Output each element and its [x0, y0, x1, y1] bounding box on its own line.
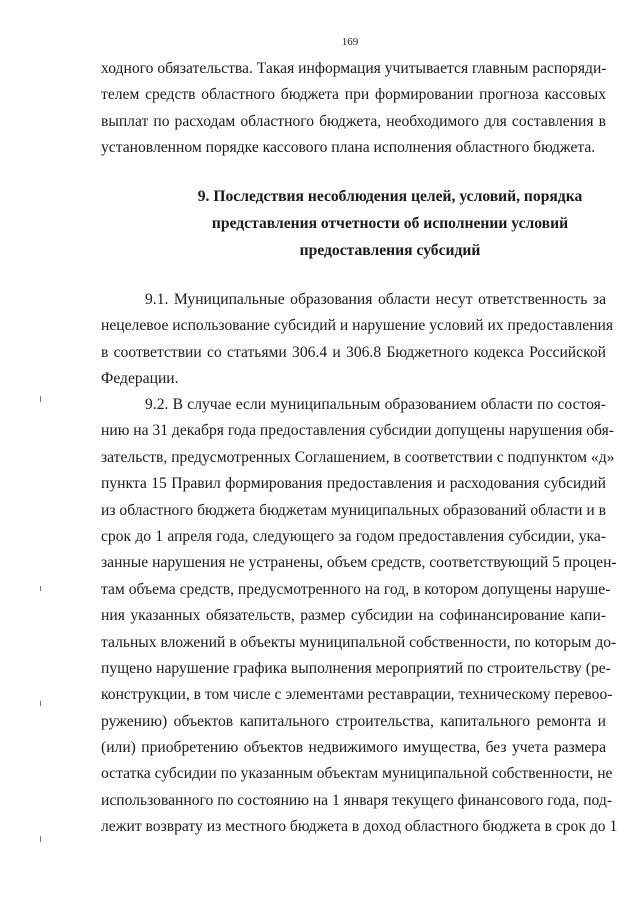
section-heading: [150, 183, 630, 264]
paragraph-line: лежит возврату из местного бюджета в доход областного бюджета в срок до 1: [101, 818, 618, 836]
scan-mark: [40, 396, 41, 402]
paragraph-line: 9.1. Муниципальные образования области несут ответственность за: [145, 291, 606, 308]
paragraph-line: там объема средств, предусмотренного на год, в котором допущены наруше-: [101, 580, 611, 598]
paragraph-line: использованного по состоянию на 1 января текущего финансового года, под-: [101, 791, 613, 809]
paragraph-line: 9.2. В случае если муниципальным образованием области по состоя-: [145, 396, 606, 413]
paragraph-line: срок до 1 апреля года, следующего за годом предоставления субсидии, ука-: [101, 527, 606, 545]
paragraph-line: выплат по расходам областного бюджета, необходимого для составления в: [101, 112, 606, 130]
paragraph-line: Федерации.: [101, 370, 179, 388]
paragraph-line: ходного обязательства. Такая информация учитывается главным распоряди-: [101, 60, 607, 77]
paragraph-line: конструкции, в том числе с элементами реставрации, техническому перевоо-: [101, 686, 613, 704]
paragraph-line: телем средств областного бюджета при формировании прогноза кассовых: [101, 86, 606, 104]
scan-mark: [40, 836, 41, 842]
paragraph-line: пущено нарушение графика выполнения мероприятий по строительству (ре-: [101, 659, 611, 677]
paragraph-line: (или) приобретению объектов недвижимого имущества, без учета размера: [101, 739, 606, 757]
heading-line: предоставления субсидий: [299, 242, 481, 259]
scan-mark: [40, 701, 41, 706]
paragraph-line: занные нарушения не устранены, объем средств, соответствующий 5 процен-: [101, 554, 617, 572]
paragraph-line: из областного бюджета бюджетам муниципальных образований области и в: [101, 501, 606, 519]
paragraph-line: нию на 31 декабря года предоставления субсидии допущены нарушения обя-: [101, 422, 614, 440]
heading-line: представления отчетности об исполнении условий: [211, 215, 569, 232]
scan-mark: [40, 586, 41, 591]
paragraph-line: нецелевое использование субсидий и нарушение условий их предоставления: [101, 317, 614, 335]
paragraph-line: ния указанных обязательств, размер субсидии на софинансирование капи-: [101, 607, 606, 625]
paragraph-line: остатка субсидии по указанным объектам муниципальной собственности, не: [101, 765, 613, 783]
paragraph-line: установленном порядке кассового плана исполнения областного бюджета.: [101, 139, 596, 157]
paragraph-line: зательств, предусмотренных Соглашением, в соответствии с подпунктом «д»: [101, 448, 615, 466]
paragraph-9-2: [101, 392, 618, 841]
heading-line: 9. Последствия несоблюдения целей, условий, порядка: [197, 188, 583, 205]
paragraph-line: пункта 15 Правил формирования предоставления и расходования субсидий: [101, 475, 606, 493]
paragraph-line: тальных вложений в объекты муниципальной собственности, по которым до-: [101, 633, 617, 651]
page-number: 169: [341, 36, 359, 48]
paragraph-line: ружению) объектов капитального строительства, капитального ремонта и: [101, 712, 606, 730]
intro-paragraph: [101, 56, 606, 162]
paragraph-9-1: [101, 287, 614, 393]
paragraph-line: в соответствии со статьями 306.4 и 306.8 Бюджетного кодекса Российской: [101, 343, 606, 361]
